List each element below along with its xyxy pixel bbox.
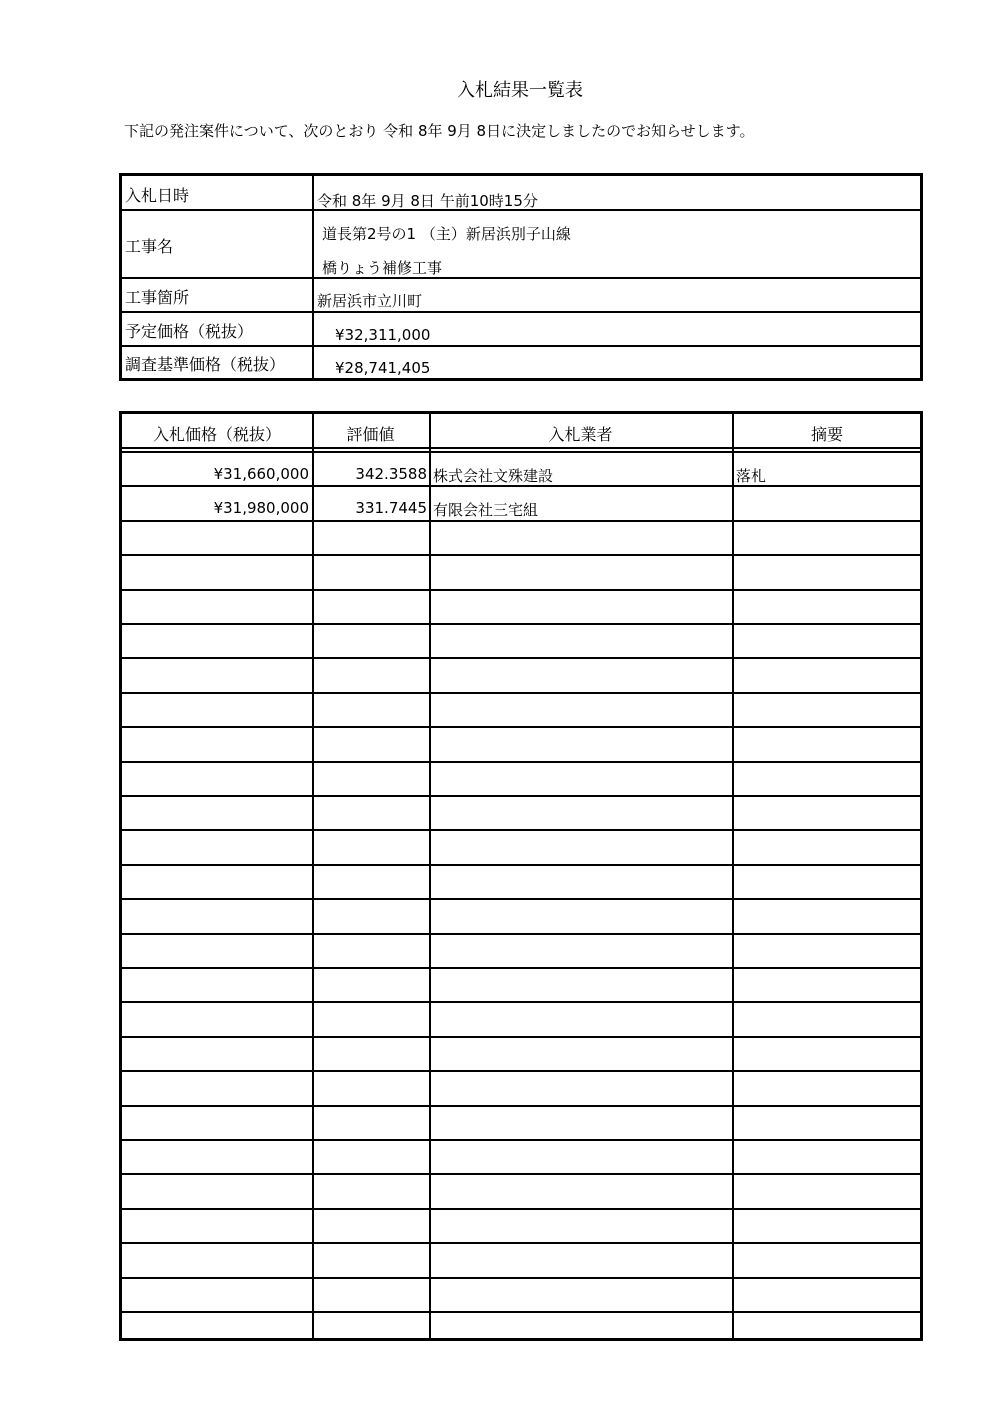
bid-datetime-value: 令和 8年 9月 8日 午前10時15分 [317,192,538,210]
bid-datetime-label: 入札日時 [125,186,190,205]
page-title: 入札結果一覧表 [457,80,583,101]
header-score: 評価値 [346,425,395,444]
table-row [122,554,920,588]
bid-results-table [119,411,923,1341]
header-divider [122,447,920,449]
table-row [122,1173,920,1207]
remarks-cell: 落札 [736,467,767,485]
survey-price-value: ¥28,741,405 [335,359,431,377]
bid-price-cell: ¥31,660,000 [213,465,309,483]
planned-price-value: ¥32,311,000 [335,326,431,344]
table-row [122,1208,920,1242]
location-label: 工事箇所 [125,288,190,307]
table-row [122,898,920,932]
score-cell: 331.7445 [355,499,427,518]
intro-text: 下記の発注案件について、次のとおり 令和 8年 9月 8日に決定しましたのでお知らせします。 [124,122,755,140]
table-row [122,692,920,726]
table-row [122,967,920,1001]
work-name-label: 工事名 [125,237,174,256]
location-value: 新居浜市立川町 [317,292,423,310]
table-row [122,589,920,623]
table-row [122,520,920,554]
planned-price-label: 予定価格（税抜） [125,322,254,341]
header-price: 入札価格（税抜） [152,425,281,444]
survey-price-label: 調査基準価格（税抜） [125,355,286,374]
info-row-location [122,277,920,313]
table-row [122,451,920,485]
table-row [122,933,920,967]
table-row [122,1070,920,1104]
header-remarks: 摘要 [810,425,843,444]
bidder-cell: 有限会社三宅組 [433,501,539,520]
info-row-bid-datetime [122,176,920,209]
table-row [122,485,920,519]
info-row-planned-price [122,311,920,347]
bid-info-table [119,173,923,381]
info-row-survey-price [122,345,920,380]
table-row [122,1277,920,1311]
table-row [122,761,920,795]
table-row [122,1242,920,1276]
bidder-cell: 株式会社文殊建設 [433,467,554,485]
score-cell: 342.3588 [355,465,427,483]
header-bidder: 入札業者 [548,425,613,444]
table-row [122,864,920,898]
table-row [122,657,920,691]
work-name-line1: 道長第2号の1 （主）新居浜別子山線 [322,225,571,243]
bid-price-cell: ¥31,980,000 [213,499,309,518]
table-row [122,795,920,829]
table-row [122,1139,920,1173]
table-row [122,1105,920,1139]
table-row [122,829,920,863]
work-name-line2: 橋りょう補修工事 [322,259,443,277]
table-row [122,1311,920,1345]
table-row [122,1036,920,1070]
table-row [122,623,920,657]
table-row [122,726,920,760]
info-row-work-name [122,209,920,279]
table-row [122,1001,920,1035]
